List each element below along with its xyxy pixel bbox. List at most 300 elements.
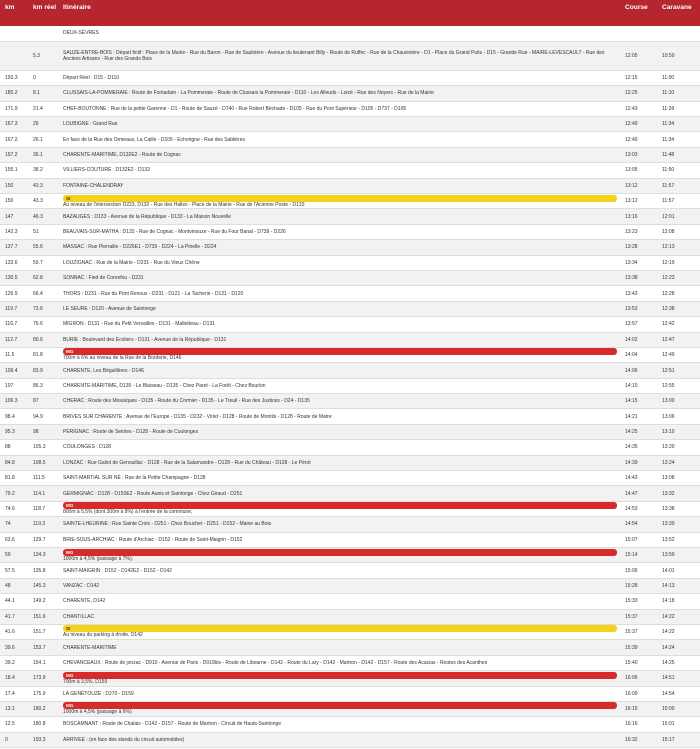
- cell-caravane: 11:50: [657, 163, 700, 178]
- itineraire-text: 1000m à 4,5% (passage à 6%): [63, 709, 132, 716]
- cell-caravane: 13:24: [657, 455, 700, 470]
- itineraire-text: CHARENTE, Les Béguillères - D146: [63, 367, 144, 374]
- itineraire-text: FONTAINE-CHALENDRAY: [63, 182, 124, 189]
- table-row: [0, 270, 700, 285]
- cell-caravane: 14:24: [657, 640, 700, 655]
- table-row: [0, 532, 700, 547]
- cell-km-reel: 175.9: [28, 686, 58, 701]
- cell-itineraire: [58, 378, 620, 393]
- table-row: [0, 409, 700, 424]
- itineraire-text: BEAUVAIS-SUR-MATHA : D133 - Rue de Cognac - Montvinouze - Rue du Four Banal - D739 - D226: [63, 228, 286, 235]
- cell-itineraire: [58, 209, 620, 224]
- cell-course: 15:07: [620, 532, 657, 547]
- cell-km-reel: 94.9: [28, 409, 58, 424]
- cell-km: 95.3: [0, 424, 28, 439]
- cell-km: 13.1: [0, 701, 28, 716]
- cell-caravane: 14:22: [657, 624, 700, 639]
- cell-caravane: 12:28: [657, 286, 700, 301]
- itineraire-text: LOUZIGNAC : Rue de la Mairie - D231 - Rue du Vieux Chêne: [63, 259, 200, 266]
- cell-km-reel: 119.3: [28, 517, 58, 532]
- cell-course: 14:15: [620, 394, 657, 409]
- cell-km: 137.7: [0, 240, 28, 255]
- table-row: [0, 517, 700, 532]
- cell-caravane: 14:13: [657, 578, 700, 593]
- table-header: [0, 0, 700, 26]
- cell-caravane: 12:51: [657, 363, 700, 378]
- cell-km: 130.5: [0, 270, 28, 285]
- cell-km: 98.4: [0, 409, 28, 424]
- cell-course: 13:43: [620, 286, 657, 301]
- cell-itineraire: [58, 347, 620, 362]
- itineraire-text: Départ Réel : D15 - D110: [63, 75, 120, 82]
- cell-itineraire: [58, 532, 620, 547]
- cell-itineraire: [58, 486, 620, 501]
- cell-course: 12:15: [620, 70, 657, 85]
- cell-km: 59: [0, 548, 28, 563]
- itineraire-text: BRIE-SOUS-ARCHIAC : Route d'Archiac - D152 - Route de Saint-Maigrin - D152: [63, 536, 243, 543]
- cell-course: 14:02: [620, 332, 657, 347]
- cell-caravane: [657, 26, 700, 41]
- si-badge: SI: [63, 625, 617, 632]
- cell-km-reel: 5.3: [28, 41, 58, 70]
- table-row: [0, 86, 700, 101]
- cell-km: 116.7: [0, 317, 28, 332]
- cell-km-reel: 8.1: [28, 86, 58, 101]
- table-row: [0, 347, 700, 362]
- cell-km: 0: [0, 732, 28, 747]
- cell-km: 133.6: [0, 255, 28, 270]
- cell-km: [0, 26, 28, 41]
- itineraire-text: GERMIGNAC : D128 - D150E2 - Route Aunis et Saintonge - Chez Giraud - D251: [63, 490, 243, 497]
- cell-caravane: 11:28: [657, 101, 700, 116]
- cell-km: 185.2: [0, 86, 28, 101]
- cell-km: 57.5: [0, 563, 28, 578]
- cell-km: 107: [0, 378, 28, 393]
- cell-km-reel: [28, 26, 58, 41]
- table-row: [0, 471, 700, 486]
- cell-km-reel: 26: [28, 117, 58, 132]
- itineraire-text: SONNAC : Fied de Cornefou - D231: [63, 275, 144, 282]
- cell-km-reel: 193.3: [28, 732, 58, 747]
- cell-itineraire: [58, 317, 620, 332]
- cell-km-reel: 180.8: [28, 717, 58, 732]
- itineraire-text: CHEVANCEAUX : Route de jonzac - D910 - Avenue de Paris - D910bis - Route de Libourne - D142 - Route du Lary - D142 - Martron - D142 - D157 - Route des Acacias - Routes des Acanthes: [63, 659, 488, 666]
- cell-course: 15:33: [620, 594, 657, 609]
- itineraire-text: VANZAC : D142: [63, 582, 100, 589]
- itineraire-text: 700m à 3,5%, D159: [63, 678, 108, 685]
- cell-itineraire: [58, 640, 620, 655]
- cell-km: [0, 41, 28, 70]
- cell-itineraire: [58, 178, 620, 193]
- cell-km-reel: 59.7: [28, 255, 58, 270]
- cell-km-reel: 114.1: [28, 486, 58, 501]
- cell-itineraire: [58, 548, 620, 563]
- cell-itineraire: [58, 255, 620, 270]
- table-row: [0, 548, 700, 563]
- table-row: [0, 594, 700, 609]
- itineraire-text: CHEF-BOUTONNE : Rue de la petite Garenne - D1 - Route de Sauzé - D740 - Rue Robert Béchade - D105 - Rue du Pont Supérieur - D105 - D737 - D105: [63, 105, 407, 112]
- itineraire-text: THORS : D231 - Rue du Pont Renoux - D231 - D121 - La Tacherie - D121 - D120: [63, 290, 244, 297]
- cell-caravane: 13:38: [657, 501, 700, 516]
- cell-course: 13:05: [620, 163, 657, 178]
- table-row: [0, 732, 700, 747]
- cell-km-reel: 86.3: [28, 378, 58, 393]
- table-row: [0, 717, 700, 732]
- table-row: [0, 455, 700, 470]
- cell-km-reel: 62.8: [28, 270, 58, 285]
- header-itineraire: Itinéraire: [58, 0, 620, 26]
- cell-km: 41.7: [0, 609, 28, 624]
- itineraire-text: En face de la Rue des Ormeaux, La Caille - D105 - Echorigne - Rue des Sablières: [63, 136, 246, 143]
- cell-km: 88: [0, 440, 28, 455]
- cell-course: 13:16: [620, 209, 657, 224]
- cell-itineraire: [58, 194, 620, 209]
- itineraire-text: LOUBIGNE : Grand Rue: [63, 121, 118, 128]
- cell-km-reel: 36.1: [28, 147, 58, 162]
- cell-km: 48: [0, 578, 28, 593]
- itineraire-text: LONZAC : Rue Galiot de Genouillac - D128 - Rue de la Salamandre - D128 - Rue du Château - D128 - Le Pérot: [63, 459, 311, 466]
- cell-course: 14:43: [620, 471, 657, 486]
- cell-caravane: 13:00: [657, 394, 700, 409]
- table-row: [0, 640, 700, 655]
- cell-itineraire: [58, 655, 620, 670]
- cell-km: 39.6: [0, 640, 28, 655]
- cell-caravane: 11:48: [657, 147, 700, 162]
- cell-caravane: 13:10: [657, 424, 700, 439]
- cell-caravane: 12:47: [657, 332, 700, 347]
- itineraire-text: COULONGES : D128: [63, 444, 112, 451]
- table-row: [0, 424, 700, 439]
- table-row: [0, 440, 700, 455]
- cell-km-reel: 73.6: [28, 301, 58, 316]
- cell-course: 12:25: [620, 86, 657, 101]
- cell-itineraire: [58, 301, 620, 316]
- itineraire-text: BOSCAMNANT : Route de Chalais - D142 - D157 - Route de Martron - Circuit de Hauts-Saintonge: [63, 721, 282, 728]
- cell-km-reel: 129.7: [28, 532, 58, 547]
- cell-itineraire: [58, 147, 620, 162]
- cell-km-reel: 51: [28, 224, 58, 239]
- table-row: [0, 563, 700, 578]
- cell-itineraire: [58, 409, 620, 424]
- table-row: [0, 101, 700, 116]
- cell-km: 41.6: [0, 624, 28, 639]
- cell-itineraire: [58, 240, 620, 255]
- cell-itineraire: [58, 224, 620, 239]
- table-row: [0, 41, 700, 70]
- cell-itineraire: [58, 671, 620, 686]
- cell-itineraire: [58, 26, 620, 41]
- itineraire-text: 1000m à 4,5% (passage à 7%),: [63, 555, 134, 562]
- cell-km: 74.6: [0, 501, 28, 516]
- cell-km: 79.2: [0, 486, 28, 501]
- cell-km-reel: 38.2: [28, 163, 58, 178]
- mg-badge: MG: [63, 348, 617, 355]
- cell-km: 167.2: [0, 132, 28, 147]
- cell-caravane: 13:39: [657, 517, 700, 532]
- cell-km: 11.5: [0, 347, 28, 362]
- cell-course: [620, 26, 657, 41]
- table-row: [0, 26, 700, 41]
- itineraire-text: SAUZE-ENTRE-BOIS : Départ fictif : Place de la Mairie - Rue du Baron - Rue de Saulnière - Avenue du lieutenant Billy - Route de Ruffec - Rue de la Chauvinière - D1 - Place du Grand Puits - D15 - Grande Rue - MAIRE-LEVESCAULT - Rue des Anciens Artisans - Rue des Grands Bois: [63, 49, 605, 62]
- cell-caravane: 11:00: [657, 70, 700, 85]
- cell-itineraire: [58, 578, 620, 593]
- cell-km-reel: 87: [28, 394, 58, 409]
- itineraire-text: CHARENTE, D142: [63, 598, 106, 605]
- table-row: [0, 578, 700, 593]
- cell-course: 15:06: [620, 563, 657, 578]
- cell-itineraire: [58, 455, 620, 470]
- cell-course: 15:40: [620, 655, 657, 670]
- mg-badge: MG: [63, 702, 617, 709]
- cell-itineraire: [58, 424, 620, 439]
- table-row: [0, 301, 700, 316]
- cell-km: 109.4: [0, 363, 28, 378]
- cell-km: 157.2: [0, 147, 28, 162]
- table-row: [0, 332, 700, 347]
- cell-km: 167.3: [0, 117, 28, 132]
- cell-km-reel: 21.4: [28, 101, 58, 116]
- table-row: [0, 117, 700, 132]
- cell-caravane: 12:55: [657, 378, 700, 393]
- cell-course: 14:39: [620, 455, 657, 470]
- cell-km-reel: 76.6: [28, 317, 58, 332]
- cell-course: 14:10: [620, 378, 657, 393]
- itineraire-text: MASSAC : Rue Pierraille - D226E1 - D739 - D224 - La Pinelle - D224: [63, 244, 217, 251]
- table-row: [0, 70, 700, 85]
- cell-course: 15:28: [620, 578, 657, 593]
- itineraire-text: VILLIERS-COUTURE : D132E2 - D132: [63, 167, 150, 174]
- cell-km-reel: 105.3: [28, 440, 58, 455]
- header-km-reel: km réel: [28, 0, 58, 26]
- cell-km: 119.7: [0, 301, 28, 316]
- cell-km-reel: 98: [28, 424, 58, 439]
- itineraire-text: CHARENTE-MARITIME: [63, 644, 117, 651]
- mg-badge: MG: [63, 502, 617, 509]
- cell-caravane: 11:34: [657, 117, 700, 132]
- table-row: [0, 486, 700, 501]
- table-row: [0, 147, 700, 162]
- table-row: [0, 286, 700, 301]
- table-row: [0, 240, 700, 255]
- si-badge: SI: [63, 195, 617, 202]
- cell-itineraire: [58, 286, 620, 301]
- cell-km-reel: 66.4: [28, 286, 58, 301]
- table-row: [0, 671, 700, 686]
- cell-itineraire: [58, 732, 620, 747]
- cell-km: 18.4: [0, 671, 28, 686]
- cell-km-reel: 149.2: [28, 594, 58, 609]
- cell-itineraire: [58, 163, 620, 178]
- cell-itineraire: [58, 471, 620, 486]
- cell-course: 15:37: [620, 609, 657, 624]
- cell-km-reel: 46.3: [28, 209, 58, 224]
- cell-course: 12:43: [620, 101, 657, 116]
- itineraire-text: SAINT-MARTIAL SUR NÉ : Rue de la Petite Champagne - D128: [63, 475, 206, 482]
- itineraire-text: Au niveau du parking à droite, D142: [63, 632, 143, 639]
- cell-caravane: 13:52: [657, 532, 700, 547]
- cell-course: 13:57: [620, 317, 657, 332]
- cell-itineraire: [58, 132, 620, 147]
- itineraire-text: 800m à 5,5% (dont 300m à 8%) à l'entrée de la commune,: [63, 509, 193, 516]
- itineraire-text: CLUSSAIS-LA-POMMERAIE : Route de Fontadam - La Pommeraie - Route de Clussais la Pommeraie - D110 - Les Alleuds - Loizé - Rue des Noyers - Rue de la Mairie: [63, 90, 434, 97]
- cell-caravane: 14:22: [657, 609, 700, 624]
- table-row: [0, 624, 700, 639]
- cell-course: 13:12: [620, 178, 657, 193]
- table-row: [0, 394, 700, 409]
- cell-km: 81.8: [0, 471, 28, 486]
- cell-itineraire: [58, 363, 620, 378]
- cell-itineraire: [58, 332, 620, 347]
- cell-caravane: 12:08: [657, 224, 700, 239]
- cell-km-reel: 83.9: [28, 363, 58, 378]
- cell-km-reel: 108.5: [28, 455, 58, 470]
- cell-course: 12:05: [620, 41, 657, 70]
- cell-km: 150: [0, 194, 28, 209]
- cell-itineraire: [58, 86, 620, 101]
- itineraire-text: 700m à 6% au niveau de la Rue de la Borderie, D146: [63, 355, 182, 362]
- header-course: Course: [620, 0, 657, 26]
- cell-km: 112.7: [0, 332, 28, 347]
- cell-caravane: 12:23: [657, 270, 700, 285]
- cell-caravane: 15:17: [657, 732, 700, 747]
- table-row: [0, 255, 700, 270]
- cell-km: 126.9: [0, 286, 28, 301]
- cell-course: 15:37: [620, 624, 657, 639]
- cell-km-reel: 118.7: [28, 501, 58, 516]
- cell-course: 14:04: [620, 347, 657, 362]
- cell-caravane: 11:34: [657, 132, 700, 147]
- cell-km-reel: 43.3: [28, 178, 58, 193]
- cell-km-reel: 55.6: [28, 240, 58, 255]
- cell-caravane: 12:01: [657, 209, 700, 224]
- cell-caravane: 11:57: [657, 194, 700, 209]
- table-row: [0, 701, 700, 716]
- cell-course: 14:21: [620, 409, 657, 424]
- cell-itineraire: [58, 594, 620, 609]
- cell-course: 14:47: [620, 486, 657, 501]
- cell-caravane: 14:51: [657, 671, 700, 686]
- cell-course: 13:12: [620, 194, 657, 209]
- cell-km-reel: 151.6: [28, 609, 58, 624]
- table-row: [0, 163, 700, 178]
- cell-km-reel: 0: [28, 70, 58, 85]
- cell-caravane: 14:25: [657, 655, 700, 670]
- cell-km-reel: 180.2: [28, 701, 58, 716]
- cell-caravane: 13:08: [657, 471, 700, 486]
- cell-course: 12:49: [620, 117, 657, 132]
- table-row: [0, 194, 700, 209]
- cell-itineraire: [58, 41, 620, 70]
- cell-itineraire: [58, 717, 620, 732]
- cell-course: 15:39: [620, 640, 657, 655]
- cell-km: 193.3: [0, 70, 28, 85]
- cell-caravane: 11:10: [657, 86, 700, 101]
- itineraire-text: LE SEURE : D120 - Avenue de Saintonge: [63, 305, 156, 312]
- cell-km-reel: 111.5: [28, 471, 58, 486]
- cell-km: 155.1: [0, 163, 28, 178]
- itineraire-text: ARRIVEE : (en face des stands du circuit automobiles): [63, 736, 185, 743]
- table-row: [0, 132, 700, 147]
- itineraire-text: CHERAC : Route des Mosaïques - D135 - Route du Cormier - D135 - Le Treuil - Rue des Justices - D24 - D135: [63, 398, 310, 405]
- cell-itineraire: [58, 270, 620, 285]
- cell-course: 14:25: [620, 424, 657, 439]
- cell-itineraire: [58, 701, 620, 716]
- cell-course: 13:34: [620, 255, 657, 270]
- cell-caravane: 13:59: [657, 548, 700, 563]
- cell-caravane: 12:13: [657, 240, 700, 255]
- cell-km-reel: 81.8: [28, 347, 58, 362]
- cell-caravane: 12:42: [657, 317, 700, 332]
- cell-course: 15:14: [620, 548, 657, 563]
- cell-km-reel: 153.7: [28, 640, 58, 655]
- cell-km-reel: 135.8: [28, 563, 58, 578]
- cell-course: 14:35: [620, 440, 657, 455]
- cell-course: 13:23: [620, 224, 657, 239]
- cell-km: 84.8: [0, 455, 28, 470]
- itineraire-text: CHARENTE-MARITIME, D132E2 - Route de Cognac: [63, 152, 181, 159]
- itineraire-text: MIGRON : D131 - Rue du Petit Versailles - D131 - Malbéteau - D131: [63, 321, 216, 328]
- cell-km-reel: 80.6: [28, 332, 58, 347]
- table-row: [0, 378, 700, 393]
- cell-itineraire: [58, 440, 620, 455]
- cell-itineraire: [58, 686, 620, 701]
- cell-km: 147: [0, 209, 28, 224]
- cell-km: 39.2: [0, 655, 28, 670]
- cell-itineraire: [58, 609, 620, 624]
- cell-caravane: 12:38: [657, 301, 700, 316]
- cell-km: 150: [0, 178, 28, 193]
- cell-course: 13:38: [620, 270, 657, 285]
- cell-course: 13:53: [620, 301, 657, 316]
- cell-km: 12.5: [0, 717, 28, 732]
- cell-caravane: 14:54: [657, 686, 700, 701]
- itineraire-text: SAINTE-LHEURINE : Rue Sainte Croix - D251 - Chez Bouchet - D251 - D152 - Maine au Bois: [63, 521, 272, 528]
- table-row: [0, 609, 700, 624]
- cell-itineraire: [58, 394, 620, 409]
- table-body: [0, 26, 700, 748]
- itineraire-text: CHANTILLAC: [63, 613, 95, 620]
- cell-itineraire: [58, 101, 620, 116]
- cell-itineraire: [58, 501, 620, 516]
- itineraire-text: BAZAUGES : D133 - Avenue de la République - D133 - La Maison Nouvelle: [63, 213, 232, 220]
- itineraire-text: PERIGNAC : Route de Seintes - D128 - Route de Coulonges: [63, 429, 199, 436]
- cell-km: 63.6: [0, 532, 28, 547]
- cell-caravane: 15:00: [657, 701, 700, 716]
- cell-km: 171.9: [0, 101, 28, 116]
- table-row: [0, 224, 700, 239]
- cell-km-reel: 134.3: [28, 548, 58, 563]
- cell-km-reel: 173.9: [28, 671, 58, 686]
- cell-course: 14:06: [620, 363, 657, 378]
- cell-km: 74: [0, 517, 28, 532]
- cell-caravane: 11:57: [657, 178, 700, 193]
- cell-km: 106.3: [0, 394, 28, 409]
- cell-course: 16:15: [620, 701, 657, 716]
- header-km: km: [0, 0, 28, 26]
- table-row: [0, 501, 700, 516]
- cell-caravane: 13:06: [657, 409, 700, 424]
- itineraire-text: SAINT-MAIGRIN : D152 - D142E2 - D152 - D142: [63, 567, 172, 574]
- cell-caravane: 12:19: [657, 255, 700, 270]
- cell-caravane: 10:50: [657, 41, 700, 70]
- cell-km: 142.3: [0, 224, 28, 239]
- cell-km-reel: 26.1: [28, 132, 58, 147]
- cell-caravane: 13:32: [657, 486, 700, 501]
- table-row: [0, 178, 700, 193]
- cell-itineraire: [58, 563, 620, 578]
- cell-itineraire: [58, 117, 620, 132]
- cell-course: 16:32: [620, 732, 657, 747]
